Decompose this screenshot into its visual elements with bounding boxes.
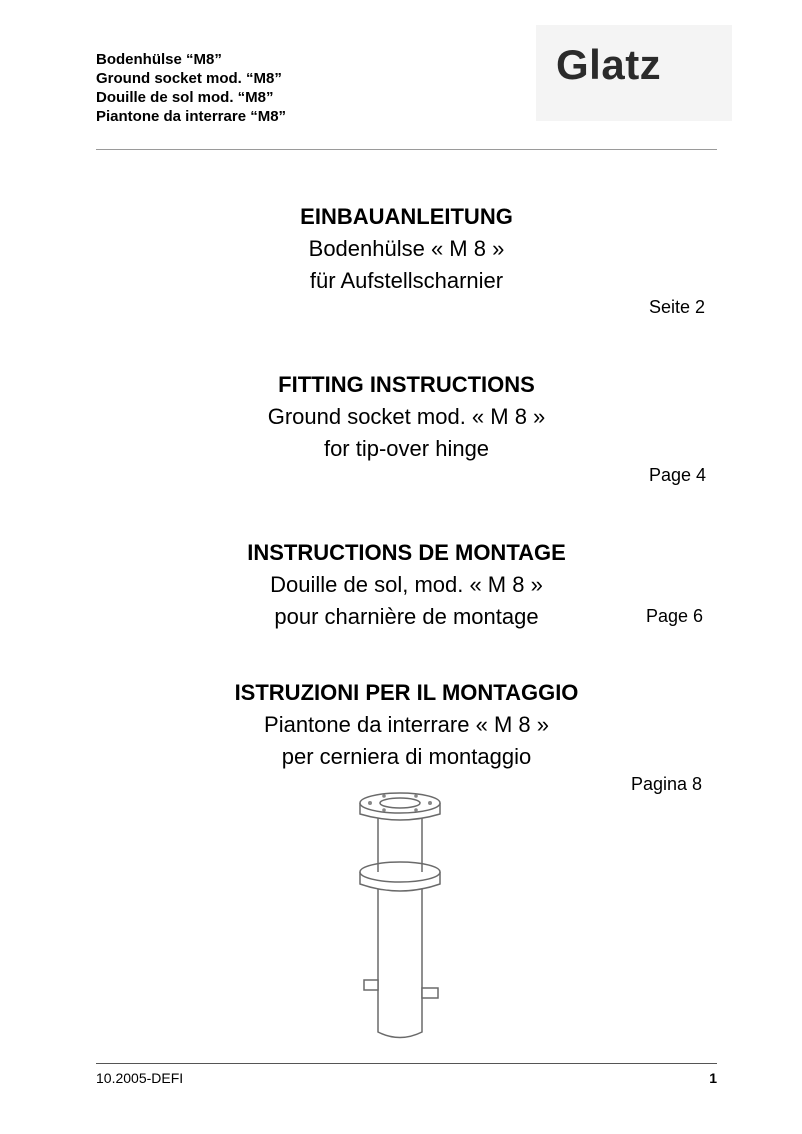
logo-text: Glatz (556, 41, 662, 88)
section-title: FITTING INSTRUCTIONS (278, 372, 535, 397)
section-title: ISTRUZIONI PER IL MONTAGGIO (234, 680, 579, 705)
page-reference: Page 6 (646, 606, 704, 626)
section-subtitle: pour charnière de montage (274, 604, 539, 629)
page-number: 1 (709, 1070, 717, 1086)
section-title: INSTRUCTIONS DE MONTAGE (247, 540, 566, 565)
glatz-logo (536, 25, 732, 121)
page-reference: Pagina 8 (631, 774, 703, 794)
section-title: EINBAUANLEITUNG (300, 204, 513, 229)
section-subtitle: Bodenhülse « M 8 » (308, 236, 505, 261)
title-de: Bodenhülse “M8” (96, 51, 222, 68)
section-english (96, 368, 717, 465)
section-subtitle: Piantone da interrare « M 8 » (264, 712, 549, 737)
section-german (96, 200, 717, 297)
section-subtitle: Ground socket mod. « M 8 » (267, 404, 546, 429)
title-fr: Douille de sol mod. “M8” (96, 89, 274, 106)
section-subtitle: für Aufstellscharnier (309, 268, 504, 293)
header-divider (96, 149, 717, 150)
page-reference: Seite 2 (649, 297, 706, 317)
section-french (96, 536, 717, 633)
ground-socket-drawing (340, 792, 470, 1048)
section-subtitle: Douille de sol, mod. « M 8 » (270, 572, 543, 597)
page-reference: Page 4 (649, 465, 707, 485)
document-title-block (96, 50, 286, 126)
section-subtitle: for tip-over hinge (323, 436, 490, 461)
footer-divider (96, 1063, 717, 1064)
section-italian (96, 676, 717, 773)
section-subtitle: per cerniera di montaggio (281, 744, 532, 769)
title-en: Ground socket mod. “M8” (96, 70, 282, 87)
title-it: Piantone da interrare “M8” (96, 108, 287, 125)
document-code: 10.2005-DEFI (96, 1070, 184, 1086)
